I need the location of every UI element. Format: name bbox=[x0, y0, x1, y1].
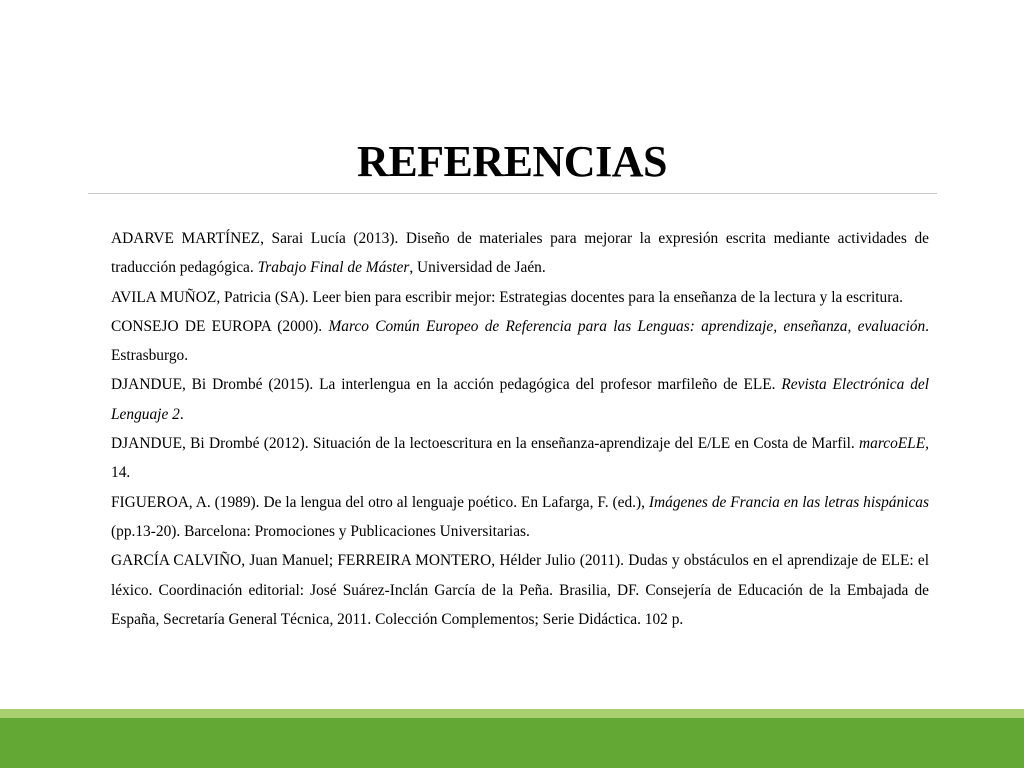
reference-text: DJANDUE, Bi Drombé (2012). Situación de la lectoescritura en la enseñanza-aprendizaje del E/LE en Costa de Marfil. bbox=[111, 435, 860, 453]
reference-text: AVILA MUÑOZ, Patricia (SA). Leer bien para escribir mejor: Estrategias docentes para la enseñanza de la lectura y la escritura. bbox=[111, 288, 904, 306]
page-title: REFERENCIAS bbox=[357, 137, 667, 186]
reference-text: CONSEJO DE EUROPA (2000). bbox=[111, 317, 329, 335]
reference-text: GARCÍA CALVIÑO, Juan Manuel; FERREIRA MONTERO, Hélder Julio (2011). Dudas y obstáculos en el aprendizaje de ELE: el léxico. Coordinación editorial: José Suárez-Inclán García de la Peña. Brasilia, DF. Consejería de Educación de la Embajada de España, Secretaría General Técnica, 2011. Colección Complementos; Serie Didáctica. 102 p. bbox=[111, 552, 929, 628]
reference-entry bbox=[111, 488, 929, 547]
reference-title-italic: Marco Común Europeo de Referencia para las Lenguas: aprendizaje, enseñanza, evaluación bbox=[328, 317, 926, 335]
reference-text: 14. bbox=[111, 464, 131, 482]
reference-entry bbox=[111, 370, 929, 429]
reference-entry bbox=[111, 429, 929, 488]
reference-text: DJANDUE, Bi Drombé (2015). La interlengua en la acción pedagógica del profesor marfileño de ELE. bbox=[111, 376, 782, 394]
reference-entry bbox=[111, 546, 929, 634]
reference-list bbox=[111, 224, 929, 634]
reference-text: (pp.13-20). Barcelona: Promociones y Publicaciones Universitarias. bbox=[111, 522, 530, 540]
reference-text: . Estrasburgo. bbox=[111, 317, 930, 365]
footer-accent-band-light bbox=[0, 709, 1024, 718]
reference-text: FIGUEROA, A. (1989). De la lengua del otro al lenguaje poético. En Lafarga, F. (ed.), bbox=[111, 493, 649, 511]
reference-text: , Universidad de Jaén. bbox=[409, 259, 546, 277]
reference-title-italic: marcoELE, bbox=[859, 435, 929, 453]
reference-entry bbox=[111, 224, 929, 283]
reference-text: . bbox=[179, 405, 184, 423]
footer-accent-band bbox=[0, 718, 1024, 768]
reference-title-italic: Trabajo Final de Máster bbox=[257, 259, 410, 277]
reference-title-italic: Imágenes de Francia en las letras hispánicas bbox=[648, 493, 929, 511]
reference-entry bbox=[111, 312, 929, 371]
reference-title-italic: Revista Electrónica del Lenguaje 2 bbox=[111, 376, 929, 423]
reference-entry bbox=[111, 283, 929, 312]
title-divider bbox=[88, 193, 937, 194]
reference-text: ADARVE MARTÍNEZ, Sarai Lucía (2013). Diseño de materiales para mejorar la expresión escrita mediante actividades de traducción pedagógica. bbox=[111, 230, 929, 277]
